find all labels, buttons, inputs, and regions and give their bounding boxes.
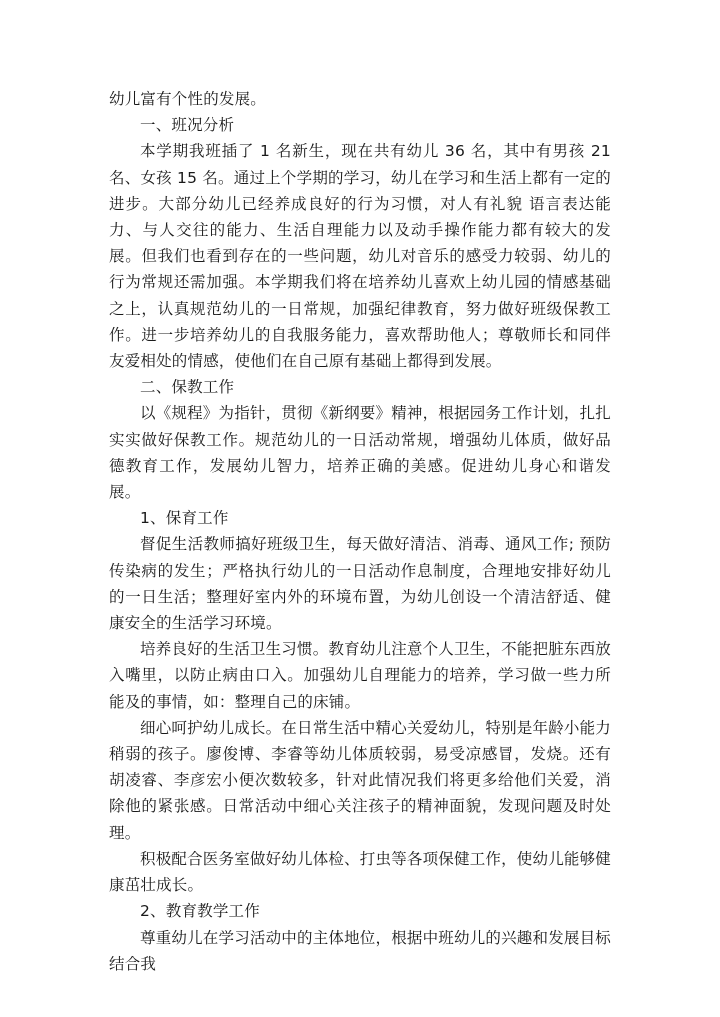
paragraph-nursing-care: 细心呵护幼儿成长。在日常生活中精心关爱幼儿，特别是年龄小能力稍弱的孩子。廖俊博、李睿等幼儿体质较弱，易受凉感冒，发烧。还有胡凌睿、李彦宏小便次数较多，针对此情况我们将更多给他们关爱，消除他的紧张感。日常活动中细心关注孩子的精神面貌，发现问题及时处理。 xyxy=(109,718,612,842)
document-body xyxy=(109,86,611,977)
subsection-heading-nursing: 1、保育工作 xyxy=(140,509,229,528)
paragraph-nursing-health: 积极配合医务室做好幼儿体检、打虫等各项保健工作，使幼儿能够健康茁壮成长。 xyxy=(109,849,612,895)
paragraph-class-analysis: 本学期我班插了 1 名新生，现在共有幼儿 36 名，其中有男孩 21 名、女孩 15 名。通过上个学期的学习，幼儿在学习和生活上都有一定的进步。大部分幼儿已经养成良好的行为习惯，对人有礼貌 语言表达能力、与人交往的能力、生活自理能力以及动手操作能力都有较大的发展。但我们也看到存在的一些问题，幼儿对音乐的感受力较弱、幼儿的行为常规还需加强。本学期我们将在培养幼儿喜欢上幼儿园的情感基础之上，认真规范幼儿的一日常规，加强纪律教育，努力做好班级保教工作。进一步培养幼儿的自我服务能力，喜欢帮助他人；尊敬师长和同伴友爱相处的情感，使他们在自己原有基础上都得到发展。 xyxy=(109,142,611,371)
paragraph-care-education: 以《规程》为指针，贯彻《新纲要》精神，根据园务工作计划，扎扎实实做好保教工作。规范幼儿的一日活动常规，增强幼儿体质，做好品德教育工作，发展幼儿智力，培养正确的美感。促进幼儿身心和谐发展。 xyxy=(109,404,612,502)
subsection-heading-teaching: 2、教育教学工作 xyxy=(140,902,260,921)
section-heading-care-education: 二、保教工作 xyxy=(140,378,235,397)
paragraph-teaching: 尊重幼儿在学习活动中的主体地位，根据中班幼儿的兴趣和发展目标结合我 xyxy=(109,928,612,973)
paragraph-nursing-hygiene: 督促生活教师搞好班级卫生，每天做好清洁、消毒、通风工作; 预防传染病的发生；严格执行幼儿的一日活动作息制度，合理地安排好幼儿的一日生活；整理好室内外的环境布置，为幼儿创设一个清洁舒适、健康安全的生活学习环境。 xyxy=(109,535,611,633)
paragraph-continuation: 幼儿富有个性的发展。 xyxy=(109,90,267,108)
section-heading-class-analysis: 一、班况分析 xyxy=(140,116,235,135)
paragraph-nursing-habits: 培养良好的生活卫生习惯。教育幼儿注意个人卫生，不能把脏东西放入嘴里，以防止病由口入。加强幼儿自理能力的培养，学习做一些力所能及的事情，如：整理自己的床铺。 xyxy=(109,640,612,711)
